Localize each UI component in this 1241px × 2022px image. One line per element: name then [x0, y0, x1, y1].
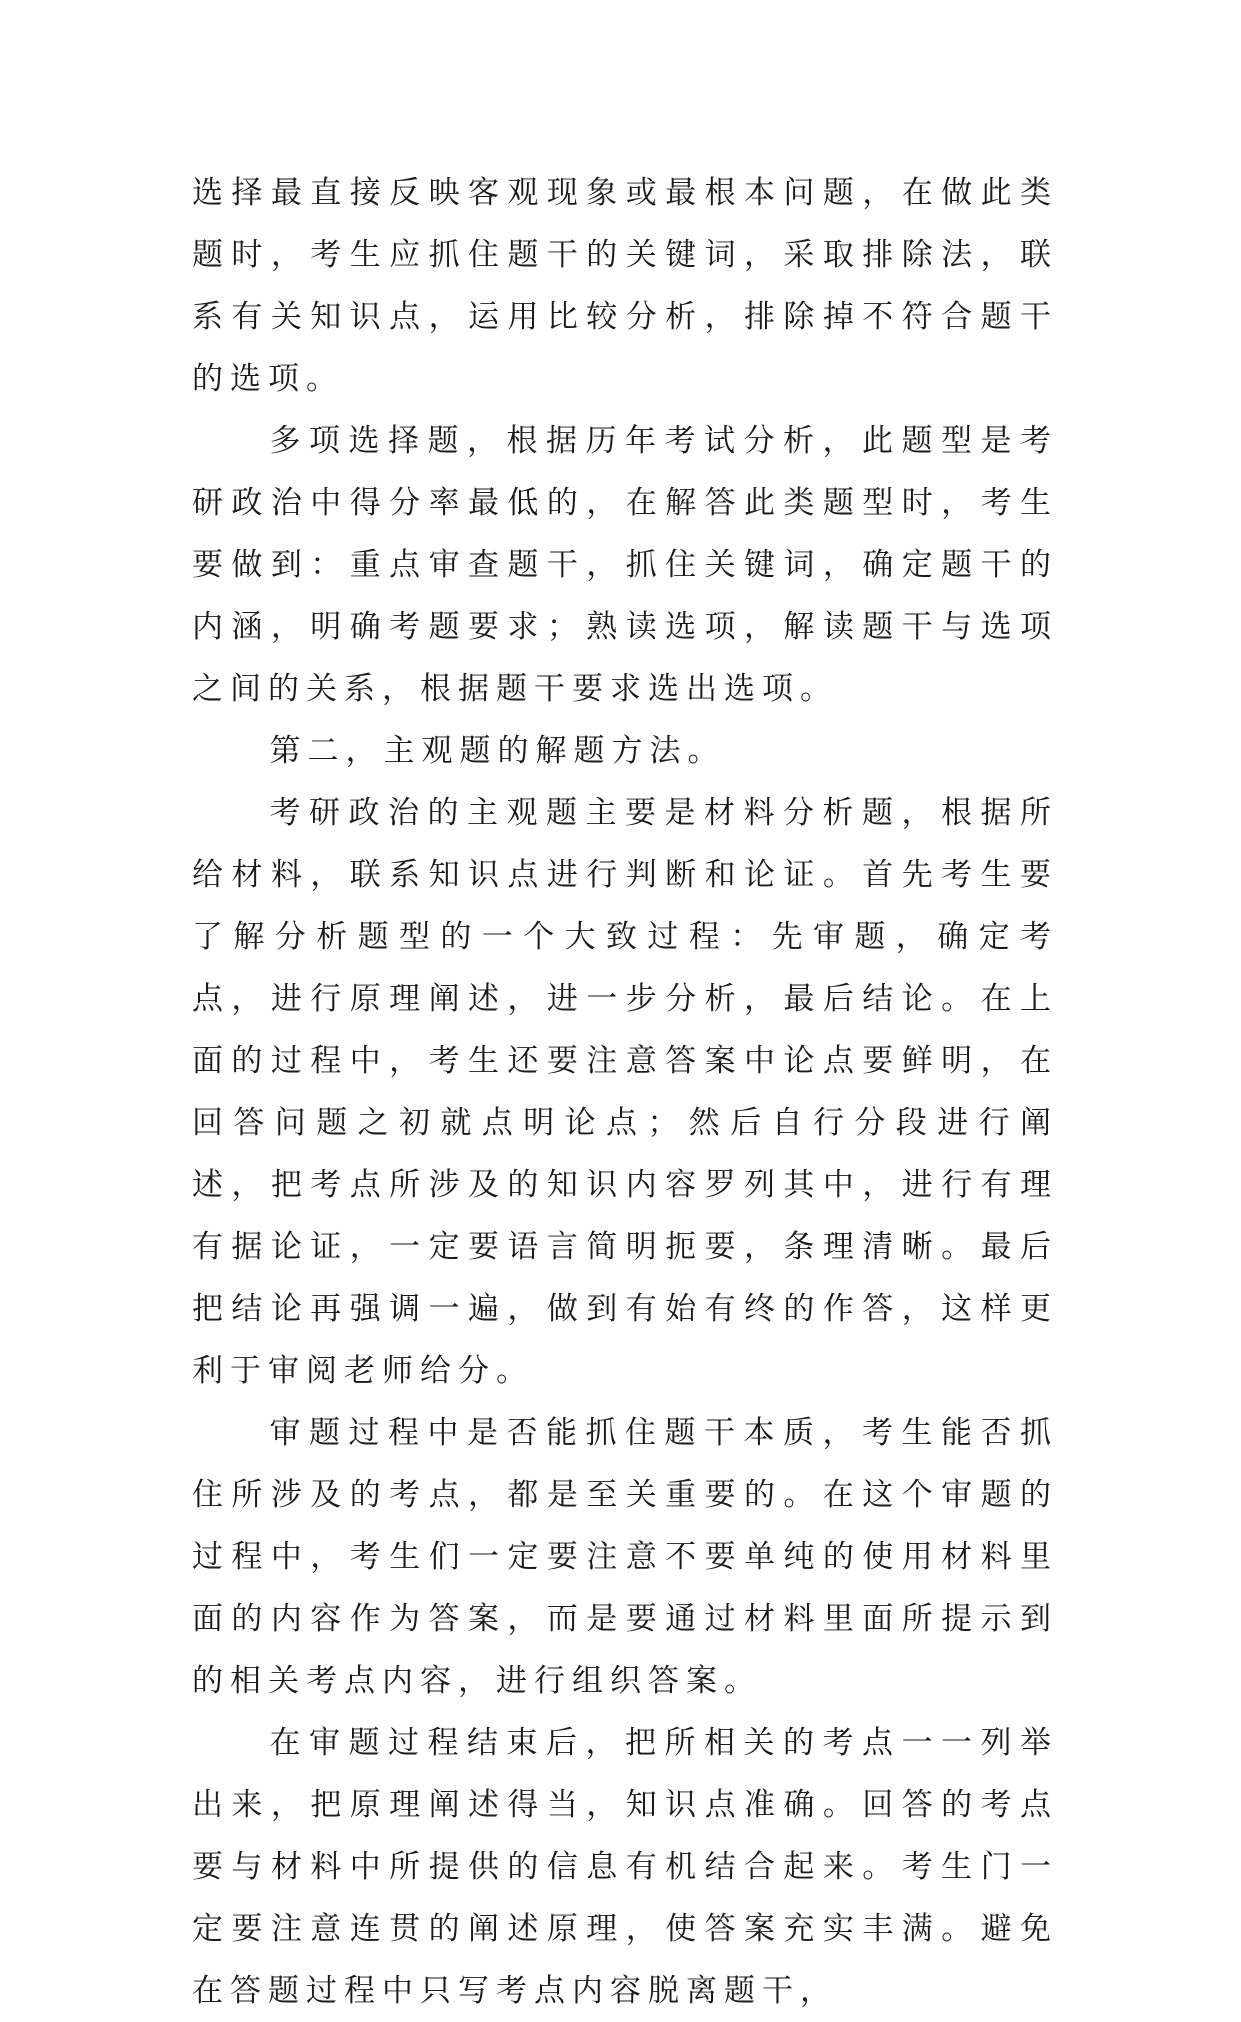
paragraph-question-review: 审题过程中是否能抓住题干本质，考生能否抓住所涉及的考点，都是至关重要的。在这个审题的过程中，考生们一定要注意不要单纯的使用材料里面的内容作为答案，而是要通过材料里面所提示到的相关考点内容，进行组织答案。 — [192, 1415, 1058, 1699]
paragraph-continuation: 选择最直接反映客观现象或最根本问题，在做此类题时，考生应抓住题干的关键词，采取排除法，联系有关知识点，运用比较分析，排除掉不符合题干的选项。 — [192, 175, 1058, 397]
paragraph-after-review: 在审题过程结束后，把所相关的考点一一列举出来，把原理阐述得当，知识点准确。回答的考点要与材料中所提供的信息有机结合起来。考生门一定要注意连贯的阐述原理，使答案充实丰满。避免在答题过程中只写考点内容脱离题干， — [192, 1725, 1058, 2009]
paragraph-multiple-choice: 多项选择题，根据历年考试分析，此题型是考研政治中得分率最低的，在解答此类题型时，考生要做到：重点审查题干，抓住关键词，确定题干的内涵，明确考题要求；熟读选项，解读题干与选项之间的关系，根据题干要求选出选项。 — [192, 423, 1058, 707]
paragraph-section-heading: 第二，主观题的解题方法。 — [269, 733, 726, 769]
document-body — [192, 162, 1058, 2022]
paragraph-subjective-questions: 考研政治的主观题主要是材料分析题，根据所给材料，联系知识点进行判断和论证。首先考生要了解分析题型的一个大致过程：先审题，确定考点，进行原理阐述，进一步分析，最后结论。在上面的过程中，考生还要注意答案中论点要鲜明，在回答问题之初就点明论点；然后自行分段进行阐述，把考点所涉及的知识内容罗列其中，进行有理有据论证，一定要语言简明扼要，条理清晰。最后把结论再强调一遍，做到有始有终的作答，这样更利于审阅老师给分。 — [192, 795, 1058, 1389]
